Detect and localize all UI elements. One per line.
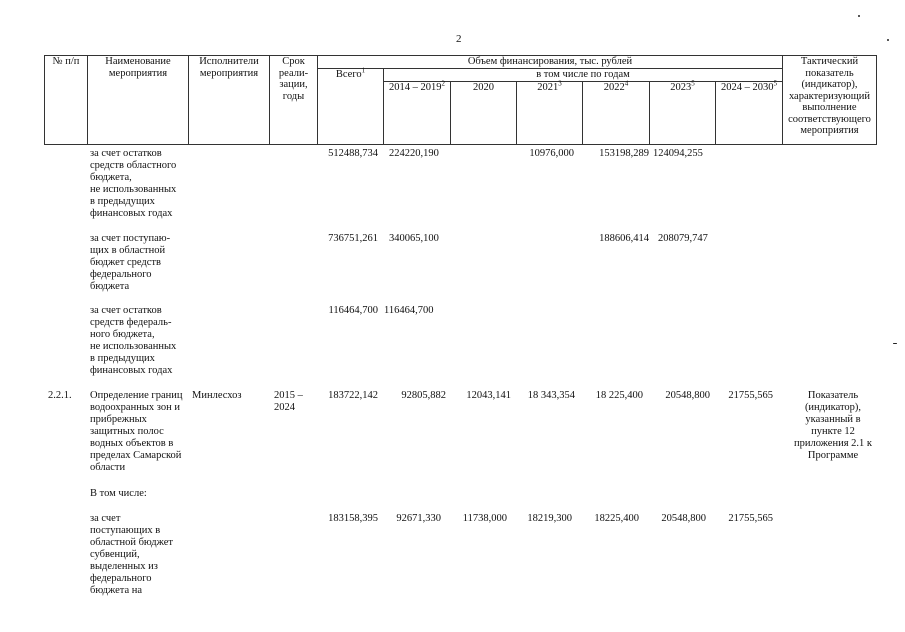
- row-name: В том числе:: [90, 488, 147, 499]
- cell-2014: 224220,190: [389, 148, 439, 159]
- cell-2022: 153198,289: [599, 148, 649, 159]
- cell-2014: 92805,882: [401, 390, 446, 401]
- header-year: 2020: [451, 81, 517, 144]
- cell-2024: 21755,565: [728, 513, 773, 524]
- cell-2014: 92671,330: [396, 513, 441, 524]
- row-name: за счет поступающих в областной бюджет субвенций, выделенных из федерального бюджета на: [90, 513, 173, 596]
- row-number: 2.2.1.: [48, 390, 72, 401]
- header-by-year: в том числе по годам: [384, 69, 783, 82]
- row-indicator: Показатель (индикатор), указанный в пункте 12 приложения 2.1 к Программе: [793, 390, 873, 461]
- header-year: 2024 – 2030$^5$: [716, 81, 783, 144]
- header-executor: Исполнители мероприятия: [189, 56, 270, 145]
- cell-2021: 10976,000: [529, 148, 574, 159]
- row-name: за счет остатков средств областного бюджета, не использованных в предыдущих финансовых годах: [90, 148, 177, 219]
- table-header: [44, 55, 877, 145]
- header-name: Наименование мероприятия: [88, 56, 189, 145]
- cell-2021: 18 343,354: [527, 390, 575, 401]
- cell-2023: 20548,800: [665, 390, 710, 401]
- header-year: 2023$^5$: [650, 81, 716, 144]
- header-year: 2021$^3$: [517, 81, 583, 144]
- header-year: 2022$^4$: [583, 81, 650, 144]
- cell-total: 183158,395: [328, 513, 378, 524]
- cell-2022: 18 225,400: [595, 390, 643, 401]
- header-num: № п/п: [45, 56, 88, 145]
- row-name: за счет поступаю- щих в областной бюджет средств федерального бюджета: [90, 233, 171, 292]
- cell-2023: 208079,747: [658, 233, 708, 244]
- header-indicator: Тактический показатель (индикатор), характеризующий выполнение соответствующего мероприятия: [783, 56, 877, 145]
- cell-2022: 188606,414: [599, 233, 649, 244]
- cell-total: 116464,700: [328, 305, 378, 316]
- cell-total: 183722,142: [328, 390, 378, 401]
- scan-speck: [858, 15, 860, 17]
- cell-2020: 12043,141: [466, 390, 511, 401]
- page-number: 2: [456, 33, 462, 45]
- cell-2014: 340065,100: [389, 233, 439, 244]
- header-funding: Объем финансирования, тыс. рублей: [318, 56, 783, 69]
- row-name: за счет остатков средств федераль- ного бюджета, не использованных в предыдущих финансовых годах: [90, 305, 177, 376]
- cell-2014: 116464,700: [384, 305, 434, 316]
- cell-total: 736751,261: [328, 233, 378, 244]
- header-year: 2014 – 2019$^2$: [384, 81, 451, 144]
- cell-total: 512488,734: [328, 148, 378, 159]
- row-name: Определение границ водоохранных зон и прибрежных защитных полос водных объектов в пределах Самарской области: [90, 390, 183, 473]
- cell-2024: 21755,565: [728, 390, 773, 401]
- cell-2023: 124094,255: [653, 148, 703, 159]
- scan-speck: [887, 39, 889, 41]
- cell-2020: 11738,000: [462, 513, 507, 524]
- scan-speck: [893, 343, 897, 344]
- row-term: 2015 – 2024: [274, 390, 303, 413]
- cell-2023: 20548,800: [661, 513, 706, 524]
- row-executor: Минлесхоз: [192, 390, 242, 401]
- header-total: Всего$^1$: [318, 69, 384, 145]
- cell-2021: 18219,300: [527, 513, 572, 524]
- cell-2022: 18225,400: [594, 513, 639, 524]
- header-term: Срок реали-зации, годы: [270, 56, 318, 145]
